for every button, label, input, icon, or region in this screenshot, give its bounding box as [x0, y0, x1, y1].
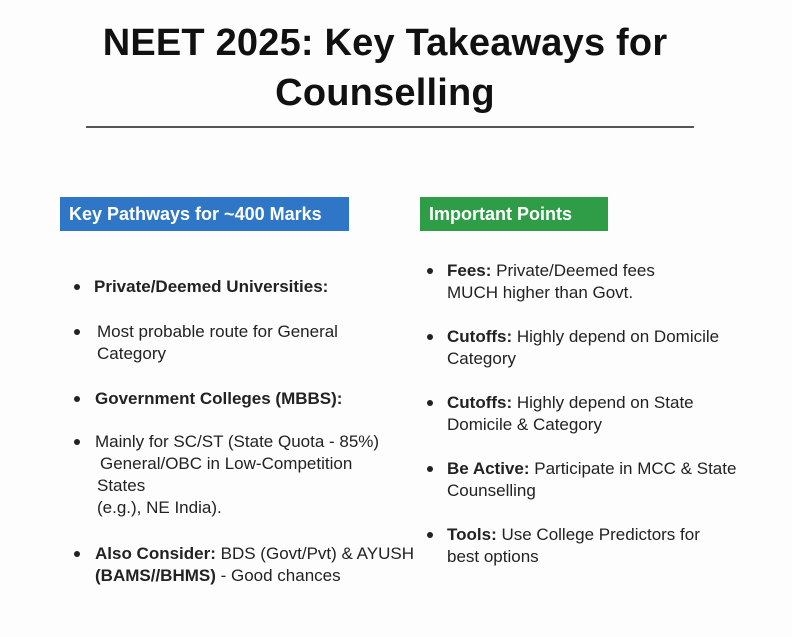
left-item-2-line-2: Category: [97, 344, 166, 363]
right-item-1-bold: Fees:: [447, 261, 492, 280]
bullet-icon: [427, 532, 433, 538]
bullet-icon: [427, 268, 433, 274]
left-item-5-bold-2: (BAMS//BHMS): [95, 566, 216, 585]
left-item-4-line-1: Mainly for SC/ST (State Quota - 85%): [95, 432, 380, 451]
right-item-4-bold: Be Active:: [447, 459, 530, 478]
left-item-3-bold: Government Colleges (MBBS):: [95, 389, 343, 408]
bullet-icon: [74, 551, 80, 557]
right-item-5-text: Use College Predictors for: [496, 525, 700, 544]
right-item-2-line-2: Category: [447, 349, 516, 368]
left-item-government-colleges: [95, 388, 342, 410]
title-line-1: NEET 2025: Key Takeaways for: [102, 22, 668, 64]
right-item-4-text: Participate in MCC & State: [529, 459, 737, 478]
bullet-icon: [74, 329, 80, 335]
left-item-5-text: BDS (Govt/Pvt) & AYUSH: [215, 544, 414, 563]
left-item-4-line-4: (e.g.), NE India).: [97, 498, 222, 517]
title-line-2: Counselling: [275, 72, 495, 114]
title-divider: [86, 126, 694, 128]
left-item-4-line-2: General/OBC in Low-Competition: [100, 454, 353, 473]
left-item-4-line-3: States: [97, 476, 146, 495]
right-item-cutoffs-state: [447, 392, 694, 436]
right-item-3-bold: Cutoffs:: [447, 393, 513, 412]
left-item-sc-st: [95, 431, 379, 519]
left-item-general-category: [97, 321, 338, 365]
right-item-be-active: [447, 458, 736, 502]
right-item-5-bold: Tools:: [447, 525, 497, 544]
right-item-4-line-2: Counselling: [447, 481, 536, 500]
bullet-icon: [74, 439, 80, 445]
right-item-3-text: Highly depend on State: [512, 393, 694, 412]
left-item-5-text-2: - Good chances: [215, 566, 341, 585]
right-item-2-text: Highly depend on Domicile: [512, 327, 720, 346]
left-column-header: Key Pathways for ~400 Marks: [60, 197, 349, 231]
bullet-icon: [427, 334, 433, 340]
left-item-1-bold: Private/Deemed Universities:: [94, 277, 329, 296]
right-item-1-line-2: MUCH higher than Govt.: [447, 283, 634, 302]
right-column-header: Important Points: [420, 197, 608, 231]
bullet-icon: [74, 396, 80, 402]
right-item-fees: [447, 260, 655, 304]
bullet-icon: [74, 284, 80, 290]
bullet-icon: [427, 466, 433, 472]
right-item-3-line-2: Domicile & Category: [447, 415, 602, 434]
bullet-icon: [427, 400, 433, 406]
right-item-cutoffs-domicile: [447, 326, 719, 370]
left-item-also-consider: [95, 543, 414, 587]
page-title: [60, 18, 710, 118]
left-item-private-deemed: [94, 276, 328, 298]
left-item-2-line-1: Most probable route for General: [97, 322, 338, 341]
right-item-1-text: Private/Deemed fees: [491, 261, 655, 280]
right-item-2-bold: Cutoffs:: [447, 327, 513, 346]
right-item-tools: [447, 524, 700, 568]
right-item-5-line-2: best options: [447, 547, 539, 566]
left-item-5-bold: Also Consider:: [95, 544, 216, 563]
